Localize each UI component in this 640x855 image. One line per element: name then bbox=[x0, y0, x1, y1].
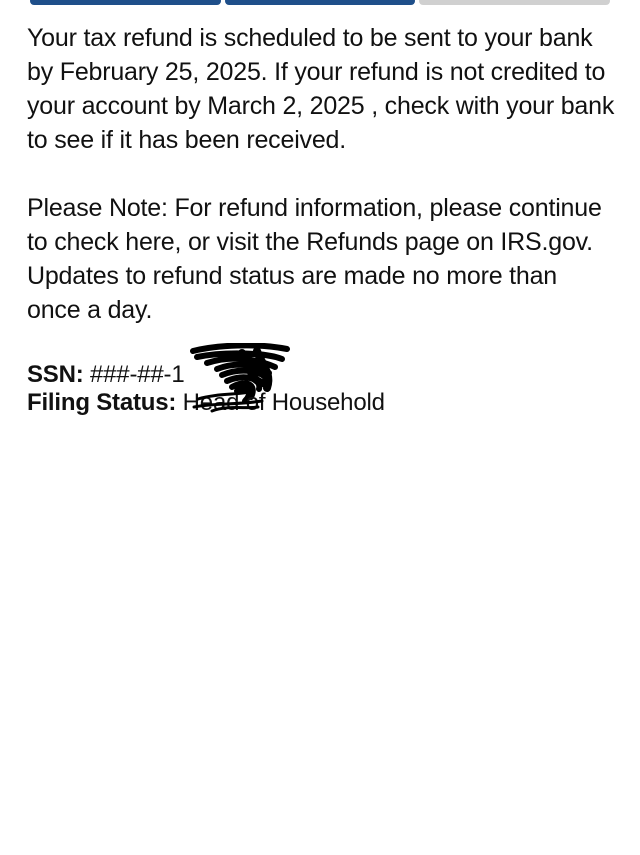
refund-schedule-paragraph: Your tax refund is scheduled to be sent to your bank by February 25, 2025. If your refund is not credited to your account by March 2, 2025 , check with your bank to see if it has been received. bbox=[27, 24, 615, 154]
refund-note-paragraph: Please Note: For refund information, please continue to check here, or visit the Refunds page on IRS.gov. Updates to refund status are made no more than once a day. bbox=[27, 194, 602, 324]
ssn-label: SSN: bbox=[27, 361, 84, 388]
filing-status-line bbox=[27, 389, 617, 417]
ssn-line bbox=[27, 361, 617, 389]
progress-step-2 bbox=[225, 0, 416, 5]
refund-status-content bbox=[27, 21, 617, 417]
progress-step-1 bbox=[30, 0, 221, 5]
taxpayer-details bbox=[27, 361, 617, 417]
filing-status-label: Filing Status: bbox=[27, 389, 177, 416]
filing-status-value-struck: Head bbox=[182, 389, 240, 416]
filing-status-value: of Household bbox=[239, 389, 385, 416]
progress-step-3 bbox=[419, 0, 610, 5]
progress-tracker bbox=[30, 0, 610, 5]
ssn-value: ###-##-1 bbox=[90, 361, 185, 388]
